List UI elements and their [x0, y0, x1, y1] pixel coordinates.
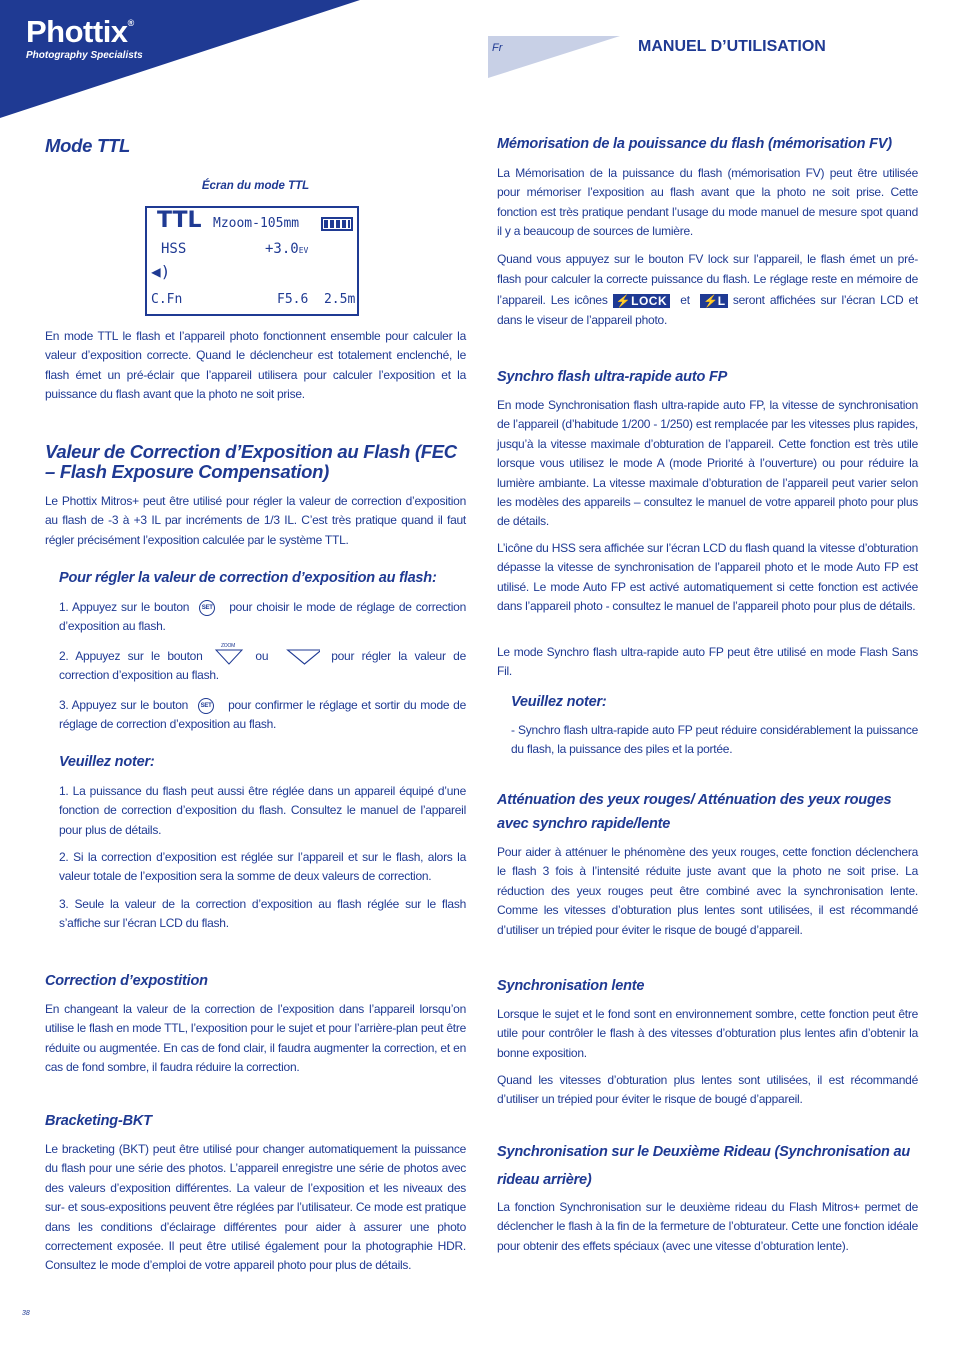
fec-note-3: 3. Seule la valeur de la correction d’exposition au flash réglée sur le flash s’affiche sur l’écran LCD du flash. [59, 897, 466, 931]
lcd-aperture-distance: F5.6 2.5m [277, 292, 356, 307]
lcd-cfn: C.Fn [151, 292, 183, 307]
fv-body-2: Quand vous appuyez sur le bouton FV lock sur l’appareil, le flash émet un pré-flash pour calculer la correcte puissance du flash. Le réglage reste en mémoire de l’appareil. Les icônes ⚡LOCK et ⚡L seront affichées sur l’écran LCD et dans le viseur de l’appareil photo. [497, 252, 919, 328]
set-button-icon: SET [198, 698, 214, 714]
flash-l-icon: ⚡L [700, 294, 728, 308]
flash-lock-icon: ⚡LOCK [613, 294, 670, 308]
slow-body-2: Quand les vitesses d’obturation plus lentes sont utilisées, il est récommandé d’utiliser un trépied pour éviter le risque de bougé d’appareil. [497, 1073, 918, 1107]
hss-body-2: L’icône du HSS sera affichée sur l’écran LCD du flash quand la vitesse d’obturation dépasse la vitesse de synchronisation de l’appareil photo et le mode Auto FP est utilisé. Le mode Auto FP est activé automatiquement si cette fonction est activée dans l’appareil photo - consultez le manuel de l’appareil photo pour plus de détails. [497, 541, 918, 614]
fec-note-2: 2. Si la correction d’exposition est réglée sur l’appareil et sur le flash, alors la valeur totale de l’exposition sera la somme de deux valeurs de correction. [59, 850, 466, 884]
set-button-icon: SET [199, 600, 215, 616]
fv-body-1: La Mémorisation de la puissance du flash (mémorisation FV) peut être utilisée pour mémoriser l’exposition au flash avant que la photo ne soit prise. Cette fonction est très pratique pendant l’usage du mode manuel de mesure spot quand il y a beaucoup de sources de lumière. [497, 166, 918, 239]
slow-body-1: Lorsque le sujet et le fond sont en environnement sombre, cette fonction peut être utile pour contrôler le flash à des vitesses d’obturation plus lentes afin d’obtenir la bonne exposition. [497, 1007, 918, 1060]
zoom-label: ZOOM [221, 643, 235, 649]
brand-tagline: Photography Specialists [26, 50, 143, 61]
hss-body-3: Le mode Synchro flash ultra-rapide auto FP peut être utilisé en mode Flash Sans Fil. [497, 645, 918, 679]
lcd-hss: HSS [161, 241, 187, 257]
speaker-icon: ◀) [151, 262, 171, 281]
battery-icon [321, 217, 353, 231]
fec-note-1: 1. La puissance du flash peut aussi être réglée dans un appareil équipé d’une fonction de correction d’exposition du flash. Consultez le manuel de l’appareil pour plus de détails. [59, 784, 466, 837]
correction-heading: Correction d’expostition [45, 973, 208, 989]
bkt-heading: Bracketing-BKT [45, 1113, 152, 1129]
fec-body: Le Phottix Mitros+ peut être utilisé pour régler la valeur de correction d’exposition au flash de -3 à +3 IL par incréments de 1/3 IL. C’est très pratique quand il faut régler précisément l’exposition calculée par le système TTL. [45, 494, 466, 547]
rear-body: La fonction Synchronisation sur le deuxième rideau du Flash Mitros+ permet de déclencher le flash à la fin de la fermeture de l’obturateur. Cette une fonction idéale pour obtenir des effets spéciaux (avec une vitesse d’obturation lente). [497, 1200, 918, 1253]
fec-note-heading: Veuillez noter: [59, 754, 155, 770]
mode-ttl-body: En mode TTL le flash et l’appareil photo fonctionnent ensemble pour calculer la valeur d’exposition correcte. Quand le déclencheur est totalement enclenché, le flash émet un pré-éclair que l’appareil utilisera pour calculer l’exposition et la puissance du flash avant que la photo ne soit prise. [45, 329, 466, 402]
lcd-mode: TTL [157, 208, 202, 233]
lcd-zoom: Mzoom-105mm [213, 216, 300, 231]
correction-body: En changeant la valeur de la correction de l’exposition dans l’appareil lorsqu’on utilise le flash en mode TTL, l’exposition pour le sujet et pour l’arrière-plan peut être réduite ou augmentée. En cas de fond clair, il faudra augmenter la correction, et en cas de fond sombre, il faudra réduire la correction. [45, 1002, 466, 1075]
lcd-fec: +3.0EV [265, 241, 309, 257]
fec-step-2: ZOOM 2. Appuyez sur le bouton ou pour régler la valeur de correction d’exposition au flash. [59, 647, 466, 686]
hss-note: - Synchro flash ultra-rapide auto FP peut réduire considérablement la puissance du flash, la puissance des piles et la portée. [511, 723, 918, 757]
language-label: Fr [492, 42, 503, 54]
hss-body-1: En mode Synchronisation flash ultra-rapide auto FP, la vitesse de synchronisation de l’appareil (d’habitude 1/200 - 1/250) est remplacée par les vitesses plus rapides, jusqu’à la vitesse maximale d’obturation de l’appareil. Cette fonction est très utile lorsque vous utilisez le mode A (mode Priorité à l’ouverture) ou pour réduire la lumière ambiante. La vitesse maximale d’obturation de l’appareil peut varier selon les modèles des appareils – consultez le manuel de votre appareil photo pour plus de détails. [497, 398, 918, 529]
hss-heading: Synchro flash ultra-rapide auto FP [497, 369, 728, 385]
slow-heading: Synchronisation lente [497, 978, 645, 994]
ttl-lcd-screen [145, 206, 359, 316]
language-tab [488, 36, 620, 78]
lcd-caption: Écran du mode TTL [201, 180, 310, 192]
fec-steps-heading: Pour régler la valeur de correction d’exposition au flash: [59, 570, 437, 586]
bkt-body: Le bracketing (BKT) peut être utilisé pour changer automatiquement la puissance du flash pour une série des photos. L’appareil enregistre une série de photos avec des valeurs d’exposition différentes. La valeur de l’exposition et les niveaux des sur- et sous-expositions peuvent être réglées par l’utilisateur. Ce mode est pratique dans les conditions d’éclairage différentes pour aider à assurer une photo correctement exposée. Il peut être utilisé également pour la photographie HDR. Consultez le mode d’emploi de votre appareil photo pour plus de détails. [45, 1142, 466, 1273]
page-number: 38 [22, 1310, 30, 1317]
brand-logo: Phottix® [26, 14, 134, 49]
rear-heading: Synchronisation sur le Deuxième Rideau (Synchronisation au rideau arrière) [497, 1144, 911, 1188]
dial-right-icon [280, 648, 320, 666]
redeye-heading: Atténuation des yeux rouges/ Atténuation des yeux rouges avec synchro rapide/lente [497, 792, 892, 832]
hss-note-heading: Veuillez noter: [511, 694, 607, 710]
redeye-body: Pour aider à atténuer le phénomène des yeux rouges, cette fonction déclenchera le flash 3 fois à l’intensité réduite juste avant que la photo ne soit prise. La réduction des yeux rouges peut être combiné avec la synchronisation lente. Comme les vitesses d’obturation plus lentes sont utilisées, il est récommandé d’utiliser un trépied pour éviter le risque de bougé d’appareil. [497, 845, 918, 937]
fec-heading: Valeur de Correction d’Exposition au Flash (FEC – Flash Exposure Compensation) [45, 441, 457, 482]
fec-step-1: 1. Appuyez sur le bouton SET pour choisir le mode de réglage de correction d’exposition au flash. [59, 600, 466, 634]
fec-step-3: 3. Appuyez sur le bouton SET pour confirmer le réglage et sortir du mode de réglage de correction d’exposition au flash. [59, 698, 466, 732]
mode-ttl-heading: Mode TTL [45, 135, 130, 156]
manual-title: MANUEL D’UTILISATION [638, 38, 826, 55]
fv-heading: Mémorisation de la pouissance du flash (mémorisation FV) [497, 136, 892, 152]
